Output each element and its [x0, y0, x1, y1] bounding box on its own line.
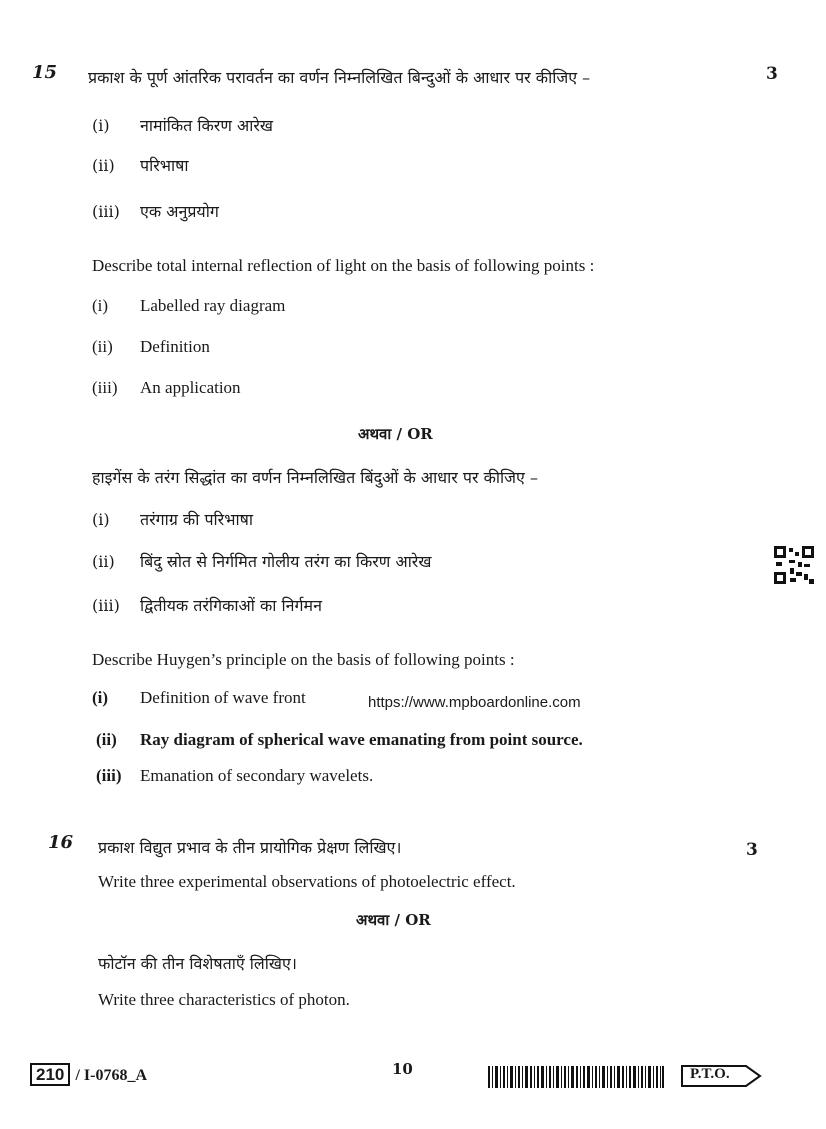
point-text: Ray diagram of spherical wave emanating from point source. — [140, 730, 583, 749]
pto-label: P.T.O. — [690, 1066, 730, 1082]
question-number-15: 15 — [32, 62, 58, 83]
pto-arrow — [680, 1062, 764, 1090]
q16-or-label: अथवा / OR — [356, 911, 431, 929]
q15-alt-english-prompt: Describe Huygen’s principle on the basis of following points : — [92, 650, 515, 669]
q16-hindi-prompt: प्रकाश विद्युत प्रभाव के तीन प्रायोगिक प्रेक्षण लिखिए। — [98, 838, 402, 857]
point-number: (iii) — [92, 378, 118, 397]
paper-number-box: 210 — [30, 1063, 70, 1086]
point-text: एक अनुप्रयोग — [140, 202, 219, 221]
point-number: (iii) — [92, 202, 120, 221]
point-number: (ii) — [92, 156, 115, 175]
barcode-icon — [488, 1066, 664, 1088]
q16-english-prompt: Write three experimental observations of photoelectric effect. — [98, 872, 516, 891]
point-number: (ii) — [96, 730, 117, 749]
point-text: नामांकित किरण आरेख — [140, 116, 273, 135]
point-text: An application — [140, 378, 241, 397]
q15-hindi-point-2 — [92, 154, 189, 176]
q15-alt-hindi-point-2 — [92, 550, 431, 572]
watermark-url: https://www.mpboardonline.com — [368, 694, 581, 711]
point-text: द्वितीयक तरंगिकाओं का निर्गमन — [140, 596, 322, 615]
q16-marks: 3 — [746, 840, 758, 860]
page-number: 10 — [392, 1060, 413, 1078]
point-text: Emanation of secondary wavelets. — [140, 766, 374, 785]
q15-english-point-3 — [92, 378, 241, 398]
q15-english-point-1 — [92, 296, 285, 316]
q15-hindi-point-1 — [92, 114, 273, 136]
q15-marks: 3 — [766, 64, 778, 84]
q15-alt-hindi-point-3 — [92, 594, 322, 616]
q15-alt-english-point-3 — [96, 766, 373, 786]
point-text: परिभाषा — [140, 156, 189, 175]
point-text: Definition — [140, 337, 210, 356]
point-number: (i) — [92, 688, 109, 707]
q15-english-prompt: Describe total internal reflection of light on the basis of following points : — [92, 256, 595, 275]
qr-code-icon — [774, 546, 814, 584]
q15-alt-hindi-point-1 — [92, 508, 253, 530]
footer-paper-id — [30, 1064, 147, 1086]
point-number: (i) — [92, 510, 110, 529]
paper-code: / I-0768_A — [75, 1067, 148, 1084]
point-number: (i) — [92, 116, 110, 135]
q15-english-point-2 — [92, 337, 210, 357]
point-number: (ii) — [92, 337, 113, 356]
q16-alt-hindi-prompt: फोटॉन की तीन विशेषताएँ लिखिए। — [98, 954, 297, 973]
point-number: (ii) — [92, 552, 115, 571]
q15-alt-hindi-prompt: हाइगेंस के तरंग सिद्धांत का वर्णन निम्नलिखित बिंदुओं के आधार पर कीजिए – — [92, 468, 538, 487]
q16-alt-english-prompt: Write three characteristics of photon. — [98, 990, 350, 1009]
q15-hindi-point-3 — [92, 200, 219, 222]
point-text: Definition of wave front — [140, 688, 306, 707]
question-number-16: 16 — [48, 832, 74, 853]
q15-alt-english-point-1 — [92, 688, 306, 708]
q15-or-label: अथवा / OR — [358, 425, 433, 443]
point-text: Labelled ray diagram — [140, 296, 286, 315]
q15-hindi-prompt: प्रकाश के पूर्ण आंतरिक परावर्तन का वर्णन निम्नलिखित बिन्दुओं के आधार पर कीजिए – — [88, 68, 591, 87]
q15-alt-english-point-2 — [96, 730, 583, 750]
point-number: (i) — [92, 296, 109, 315]
point-number: (iii) — [96, 766, 122, 785]
point-text: तरंगाग्र की परिभाषा — [140, 510, 254, 529]
point-text: बिंदु स्रोत से निर्गमित गोलीय तरंग का किरण आरेख — [140, 552, 432, 571]
point-number: (iii) — [92, 596, 120, 615]
